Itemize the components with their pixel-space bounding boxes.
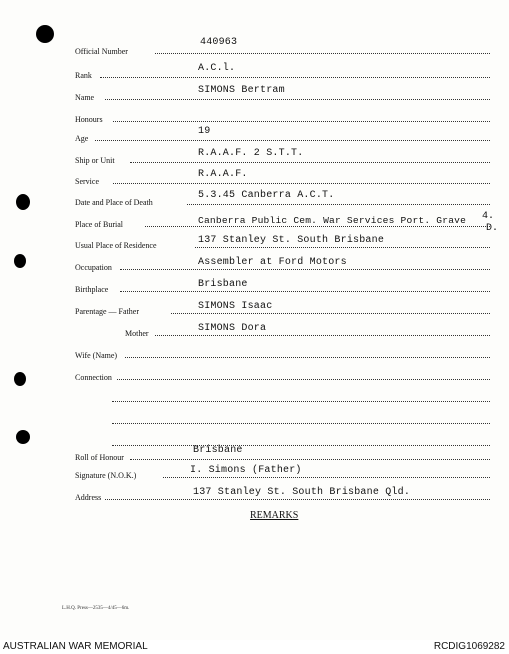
footer-institution: AUSTRALIAN WAR MEMORIAL: [3, 641, 148, 652]
field-signature: [75, 466, 490, 480]
field-value: SIMONS Isaac: [198, 301, 273, 312]
field-label: Name: [75, 93, 95, 102]
footer-record-id: RCDIG1069282: [433, 641, 505, 652]
field-label: Date and Place of Death: [75, 198, 153, 207]
field-service: [75, 169, 490, 186]
field-label: Roll of Honour: [75, 453, 124, 462]
punch-hole: [36, 25, 54, 43]
connection-line: [112, 412, 490, 426]
field-label: Service: [75, 177, 99, 186]
field-value: A.C.l.: [198, 63, 236, 74]
remarks-heading: REMARKS: [250, 510, 299, 521]
field-label: Ship or Unit: [75, 156, 115, 165]
field-label: Rank: [75, 71, 92, 80]
grave-number-4: 4.: [482, 211, 495, 222]
punch-hole: [16, 430, 30, 444]
field-label: Wife (Name): [75, 351, 118, 360]
field-label: Place of Burial: [75, 220, 123, 229]
field-mother: [75, 324, 490, 338]
field-ship-or-unit: [75, 148, 490, 165]
field-value: SIMONS Bertram: [198, 85, 285, 96]
field-value: R.A.A.F.: [198, 169, 248, 180]
field-value: R.A.A.F. 2 S.T.T.: [198, 148, 304, 159]
field-label: Signature (N.O.K.): [75, 471, 137, 480]
field-label: Parentage — Father: [75, 307, 139, 316]
field-value: 5.3.45 Canberra A.C.T.: [198, 190, 335, 201]
field-value: 137 Stanley St. South Brisbane: [198, 235, 385, 246]
field-label: Mother: [125, 329, 149, 338]
field-label: Age: [75, 134, 89, 143]
field-address: [75, 488, 490, 502]
field-connection: [75, 368, 490, 382]
field-label: Usual Place of Residence: [75, 241, 157, 250]
field-honours: [75, 110, 490, 124]
punch-hole: [14, 254, 26, 268]
field-birthplace: [75, 280, 490, 294]
printer-note: L.H.Q. Press—2535—4/45—6m.: [62, 606, 130, 611]
field-occupation: [75, 258, 490, 272]
field-label: Birthplace: [75, 285, 109, 294]
punch-hole: [14, 372, 26, 386]
field-father: [75, 302, 490, 316]
field-label: Connection: [75, 373, 112, 382]
field-date-place-of-death: [75, 190, 490, 207]
field-roll-of-honour: [75, 445, 490, 462]
field-name: [75, 85, 490, 102]
punch-hole: [16, 194, 30, 210]
field-value: Brisbane: [193, 445, 243, 456]
field-value: 137 Stanley St. South Brisbane Qld.: [193, 487, 411, 498]
field-value: Brisbane: [198, 279, 248, 290]
field-value: Canberra Public Cem. War Services Port. Grave: [198, 215, 467, 226]
field-value: 19: [198, 126, 211, 137]
field-label: Address: [75, 493, 102, 502]
connection-line: [112, 434, 490, 448]
field-official-number: [75, 37, 490, 56]
field-label: Official Number: [75, 47, 128, 56]
field-rank: [75, 63, 490, 80]
field-label: Honours: [75, 115, 103, 124]
field-value: I. Simons (Father): [190, 465, 302, 476]
connection-line: [112, 390, 490, 404]
field-value: Assembler at Ford Motors: [198, 257, 347, 268]
field-wife: [75, 346, 490, 360]
field-value: 440963: [200, 37, 238, 48]
archive-footer: [0, 640, 509, 654]
field-usual-residence: [75, 236, 490, 250]
field-place-of-burial: [75, 215, 490, 229]
grave-row-d: D.: [486, 223, 499, 234]
field-label: Occupation: [75, 263, 112, 272]
field-age: [75, 126, 490, 143]
field-value: SIMONS Dora: [198, 323, 267, 334]
